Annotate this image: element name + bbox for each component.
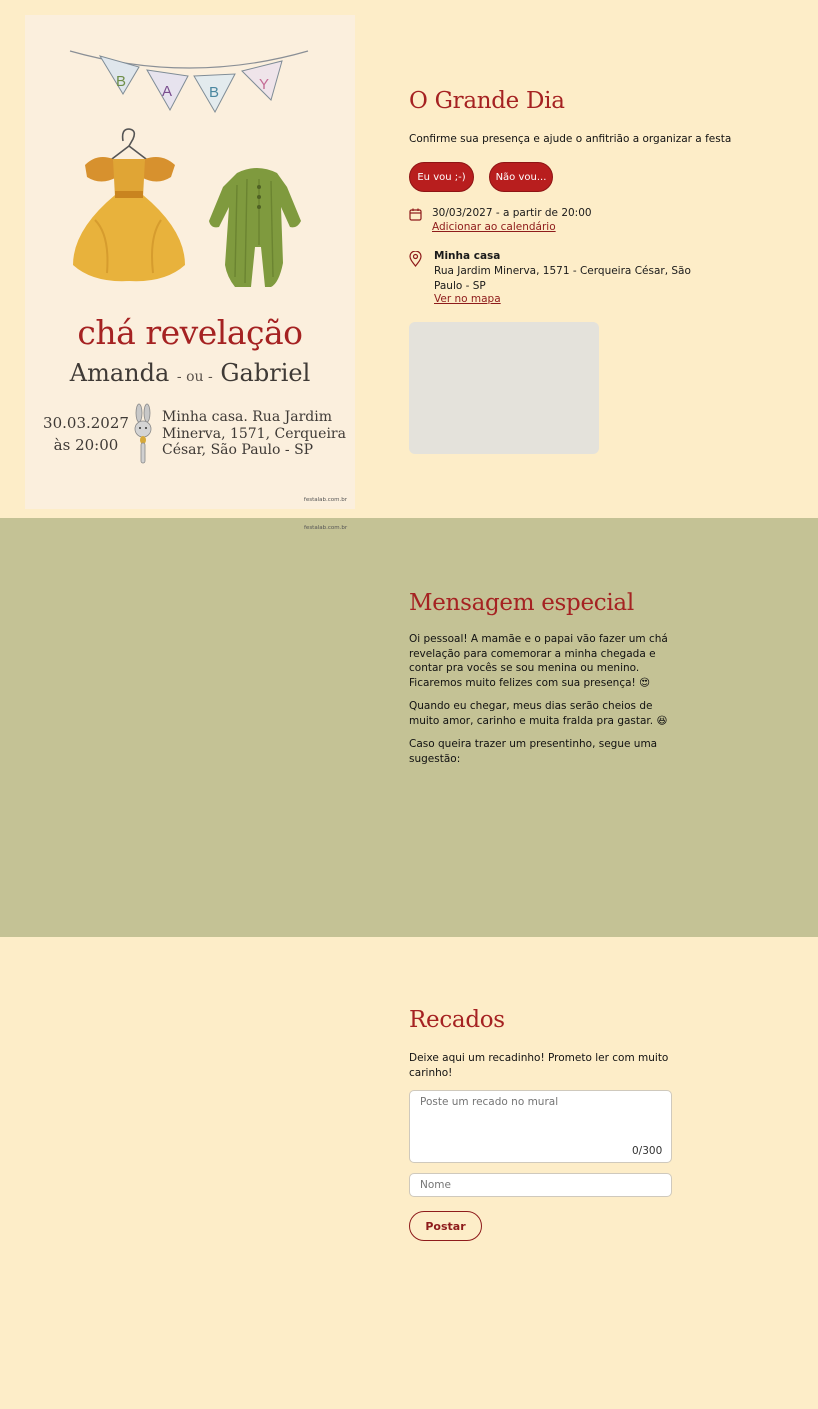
rsvp-section	[0, 0, 818, 518]
message-paragraph: Quando eu chegar, meus dias serão cheios de muito amor, carinho e muita fralda pra gastar. 😆	[409, 700, 668, 727]
card-names	[25, 359, 355, 387]
message-title: Mensagem especial	[409, 590, 634, 616]
place-address: Rua Jardim Minerva, 1571 - Cerqueira César, São Paulo - SP	[434, 265, 691, 292]
romper-illustration	[209, 168, 301, 287]
rsvp-no-button[interactable]: Não vou...	[489, 162, 553, 192]
card-date	[41, 412, 131, 456]
wall-title: Recados	[409, 1007, 505, 1033]
card-time-value: às 20:00	[53, 436, 119, 454]
view-map-link[interactable]: Ver no mapa	[434, 293, 501, 305]
wall-subtitle: Deixe aqui um recadinho! Prometo ler com muito carinho!	[409, 1052, 669, 1079]
event-title: O Grande Dia	[409, 88, 565, 114]
card-name-right: Gabriel	[220, 359, 311, 387]
message-paragraph: Oi pessoal! A mamãe e o papai vão fazer um chá revelação para comemorar a minha chegada e contar pra vocês se sou menina ou menino. Ficaremos muito felizes com sua presença! 😍	[409, 633, 668, 689]
wall-section	[0, 937, 818, 1409]
wall-post-button[interactable]: Postar	[409, 1211, 482, 1241]
message-body	[409, 632, 674, 775]
rattle-illustration	[135, 404, 151, 463]
bunting-letter: Y	[259, 76, 270, 93]
card-title: chá revelação	[77, 313, 303, 352]
bunting-letter: B	[116, 73, 127, 90]
bunting-letter: A	[162, 83, 173, 100]
invitation-card	[25, 15, 355, 509]
card-name-left: Amanda	[69, 359, 170, 387]
message-credit: festalab.com.br	[304, 525, 348, 531]
event-date: 30/03/2027 - a partir de 20:00	[432, 207, 592, 219]
message-section	[0, 518, 818, 937]
add-to-calendar-link[interactable]: Adicionar ao calendário	[432, 221, 556, 233]
map-placeholder[interactable]	[409, 322, 599, 454]
bunting-letter: B	[209, 84, 220, 101]
message-paragraph: Caso queira trazer um presentinho, segue uma sugestão:	[409, 738, 658, 765]
wall-name-input[interactable]	[409, 1173, 672, 1197]
event-subtitle: Confirme sua presença e ajude o anfitrião a organizar a festa	[409, 133, 732, 145]
bunting-flags	[100, 56, 282, 112]
card-place: Minha casa. Rua Jardim Minerva, 1571, Cerqueira César, São Paulo - SP	[162, 409, 346, 458]
calendar-icon	[409, 208, 422, 221]
rsvp-yes-button[interactable]: Eu vou ;-)	[409, 162, 474, 192]
card-credit: festalab.com.br	[303, 497, 347, 503]
wall-character-counter: 0/300	[632, 1145, 663, 1157]
card-name-separator: - ou -	[176, 369, 213, 385]
card-date-value: 30.03.2027	[43, 414, 129, 432]
location-pin-icon	[409, 251, 422, 267]
place-name: Minha casa	[434, 250, 501, 262]
dress-illustration	[73, 129, 185, 281]
